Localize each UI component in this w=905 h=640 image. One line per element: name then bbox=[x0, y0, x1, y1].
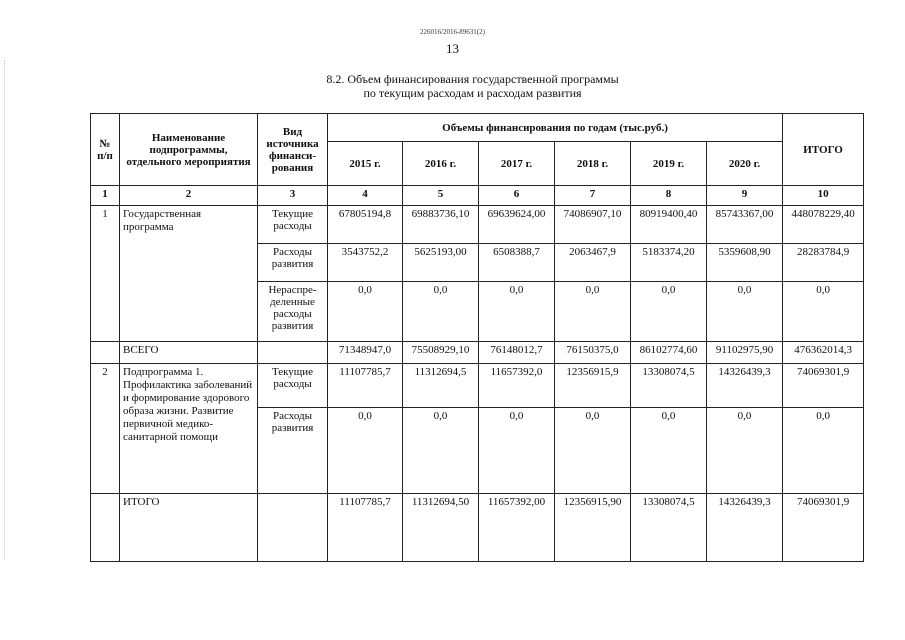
value-cell: 14326439,3 bbox=[707, 494, 783, 562]
header-total: ИТОГО bbox=[783, 114, 864, 186]
total-cell: 74069301,9 bbox=[783, 364, 864, 408]
column-index: 2 bbox=[120, 186, 258, 206]
summary-label: ВСЕГО bbox=[120, 342, 258, 364]
source-label: Текущие расходы bbox=[258, 206, 328, 244]
value-cell: 85743367,00 bbox=[707, 206, 783, 244]
empty-cell bbox=[91, 494, 120, 562]
value-cell: 6508388,7 bbox=[479, 244, 555, 282]
column-index: 5 bbox=[403, 186, 479, 206]
value-cell: 12356915,90 bbox=[555, 494, 631, 562]
scan-edge-line bbox=[4, 60, 6, 560]
value-cell: 0,0 bbox=[328, 282, 403, 342]
value-cell: 5625193,00 bbox=[403, 244, 479, 282]
value-cell: 11312694,5 bbox=[403, 364, 479, 408]
row-number: 2 bbox=[91, 364, 120, 494]
value-cell: 0,0 bbox=[479, 408, 555, 494]
value-cell: 71348947,0 bbox=[328, 342, 403, 364]
value-cell: 12356915,9 bbox=[555, 364, 631, 408]
value-cell: 86102774,60 bbox=[631, 342, 707, 364]
column-index: 10 bbox=[783, 186, 864, 206]
empty-cell bbox=[91, 342, 120, 364]
document-id: 226016/2016-89631(2) bbox=[420, 28, 485, 36]
value-cell: 13308074,5 bbox=[631, 494, 707, 562]
column-index: 7 bbox=[555, 186, 631, 206]
section-title-line-1: 8.2. Объем финансирования государственной программы bbox=[326, 72, 619, 86]
page-number: 13 bbox=[446, 41, 459, 56]
value-cell: 76148012,7 bbox=[479, 342, 555, 364]
value-cell: 13308074,5 bbox=[631, 364, 707, 408]
empty-cell bbox=[258, 494, 328, 562]
total-cell: 0,0 bbox=[783, 282, 864, 342]
total-cell: 74069301,9 bbox=[783, 494, 864, 562]
value-cell: 5359608,90 bbox=[707, 244, 783, 282]
value-cell: 0,0 bbox=[707, 408, 783, 494]
summary-row bbox=[91, 494, 864, 562]
value-cell: 5183374,20 bbox=[631, 244, 707, 282]
value-cell: 11657392,0 bbox=[479, 364, 555, 408]
source-label: Расходы развития bbox=[258, 408, 328, 494]
value-cell: 0,0 bbox=[555, 408, 631, 494]
value-cell: 76150375,0 bbox=[555, 342, 631, 364]
header-row-1 bbox=[91, 114, 864, 142]
source-label: Текущие расходы bbox=[258, 364, 328, 408]
header-num: № п/п bbox=[91, 114, 120, 186]
summary-row bbox=[91, 342, 864, 364]
header-source: Вид источника финанси-рования bbox=[258, 114, 328, 186]
value-cell: 11312694,50 bbox=[403, 494, 479, 562]
value-cell: 75508929,10 bbox=[403, 342, 479, 364]
value-cell: 11107785,7 bbox=[328, 494, 403, 562]
column-index: 6 bbox=[479, 186, 555, 206]
value-cell: 0,0 bbox=[631, 408, 707, 494]
table-row bbox=[91, 364, 864, 408]
value-cell: 80919400,40 bbox=[631, 206, 707, 244]
value-cell: 0,0 bbox=[631, 282, 707, 342]
value-cell: 0,0 bbox=[403, 408, 479, 494]
header-name: Наименование подпрограммы, отдельного мероприятия bbox=[120, 114, 258, 186]
value-cell: 67805194,8 bbox=[328, 206, 403, 244]
value-cell: 69883736,10 bbox=[403, 206, 479, 244]
column-index-row bbox=[91, 186, 864, 206]
value-cell: 69639624,00 bbox=[479, 206, 555, 244]
column-index: 4 bbox=[328, 186, 403, 206]
summary-label: ИТОГО bbox=[120, 494, 258, 562]
program-name: Государственная программа bbox=[120, 206, 258, 342]
source-label: Нераспре-деленные расходы развития bbox=[258, 282, 328, 342]
value-cell: 2063467,9 bbox=[555, 244, 631, 282]
subprogram-name: Подпрограмма 1. Профилактика заболеваний и формирование здорового образа жизни. Развитие первичной медико-санитарной помощи bbox=[120, 364, 258, 494]
financing-table bbox=[90, 113, 864, 562]
header-year: 2020 г. bbox=[707, 142, 783, 186]
row-number: 1 bbox=[91, 206, 120, 342]
table-row bbox=[91, 206, 864, 244]
value-cell: 3543752,2 bbox=[328, 244, 403, 282]
value-cell: 91102975,90 bbox=[707, 342, 783, 364]
value-cell: 11657392,00 bbox=[479, 494, 555, 562]
value-cell: 0,0 bbox=[328, 408, 403, 494]
header-year: 2016 г. bbox=[403, 142, 479, 186]
total-cell: 476362014,3 bbox=[783, 342, 864, 364]
section-title-line-2: по текущим расходам и расходам развития bbox=[363, 86, 582, 100]
value-cell: 0,0 bbox=[479, 282, 555, 342]
total-cell: 28283784,9 bbox=[783, 244, 864, 282]
column-index: 8 bbox=[631, 186, 707, 206]
source-label: Расходы развития bbox=[258, 244, 328, 282]
header-year: 2018 г. bbox=[555, 142, 631, 186]
value-cell: 0,0 bbox=[555, 282, 631, 342]
column-index: 9 bbox=[707, 186, 783, 206]
section-title bbox=[0, 72, 905, 100]
column-index: 3 bbox=[258, 186, 328, 206]
header-volumes: Объемы финансирования по годам (тыс.руб.) bbox=[328, 114, 783, 142]
value-cell: 0,0 bbox=[403, 282, 479, 342]
header-year: 2015 г. bbox=[328, 142, 403, 186]
value-cell: 0,0 bbox=[707, 282, 783, 342]
value-cell: 14326439,3 bbox=[707, 364, 783, 408]
column-index: 1 bbox=[91, 186, 120, 206]
empty-cell bbox=[258, 342, 328, 364]
value-cell: 11107785,7 bbox=[328, 364, 403, 408]
total-cell: 0,0 bbox=[783, 408, 864, 494]
total-cell: 448078229,40 bbox=[783, 206, 864, 244]
value-cell: 74086907,10 bbox=[555, 206, 631, 244]
header-year: 2019 г. bbox=[631, 142, 707, 186]
header-year: 2017 г. bbox=[479, 142, 555, 186]
